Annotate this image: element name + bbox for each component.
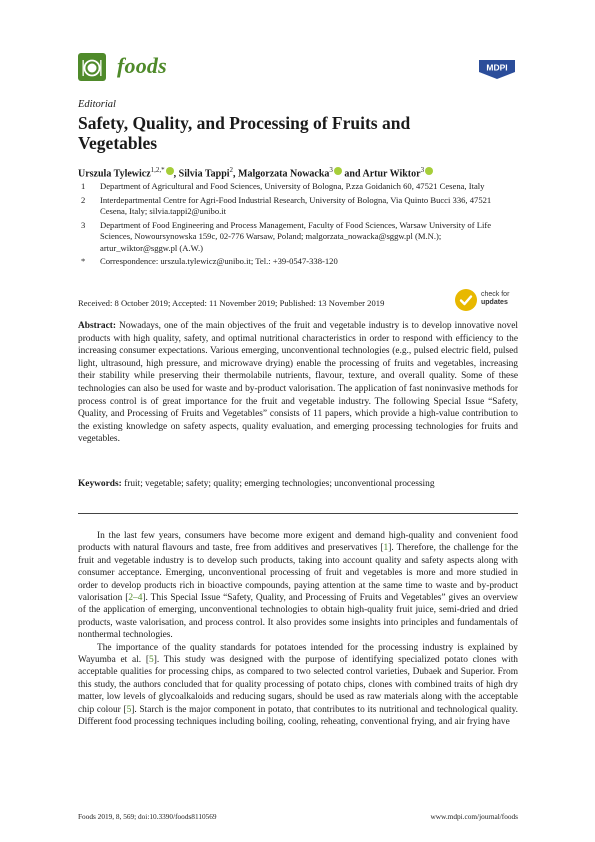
- author-name[interactable]: Urszula Tylewicz: [78, 168, 151, 180]
- check-updates-icon: [455, 289, 477, 311]
- affiliation-text: Interdepartmental Centre for Agri-Food Industrial Research, University of Bologna, Via Quinto Bucci 336, 47521 Cesena, Italy; silvia.tappi2@unibo.it: [100, 194, 492, 216]
- affiliation-item: [78, 220, 518, 255]
- keywords-text: fruit; vegetable; safety; quality; emerging technologies; unconventional processing: [124, 479, 435, 489]
- affiliation-mark: 3: [81, 219, 86, 230]
- author-joiner: and: [344, 168, 361, 180]
- journal-name: foods: [117, 53, 167, 78]
- check-updates-label-line1: check for: [481, 291, 510, 298]
- author-list: Urszula Tylewicz$^{1,2,*}$ , Silvia Tappi$^2$, Malgorzata Nowacka$^3$ and Artur Wiktor$^3$: [78, 166, 433, 179]
- paragraph-text: The importance of the quality standards for potatoes intended for the processing industry is explained by Wayumba et al. [: [78, 642, 518, 666]
- correspondence-text: Correspondence: urszula.tylewicz@unibo.it; Tel.: +39-0547-338-120: [100, 256, 338, 266]
- abstract: [78, 320, 518, 446]
- affiliation-item: [78, 181, 518, 193]
- publication-dates: Received: 8 October 2019; Accepted: 11 November 2019; Published: 13 November 2019: [78, 298, 385, 308]
- check-updates-label-line2: updates: [481, 299, 508, 306]
- check-for-updates-badge[interactable]: [455, 287, 517, 313]
- check-updates-label: [481, 291, 509, 307]
- correspondence-item: [78, 256, 518, 268]
- footer-citation: Foods 2019, 8, 569; doi:10.3390/foods8110569: [78, 812, 217, 821]
- author-affiliation-mark: 2: [229, 166, 234, 174]
- affiliation-mark: 2: [81, 194, 86, 205]
- orcid-icon[interactable]: [166, 167, 174, 175]
- author-name[interactable]: Silvia Tappi: [178, 168, 230, 180]
- paragraph-text: ]. Therefore, the challenge for the fruit and vegetable industry is to develop such products, taking into account quality and safety aspects along with consumer acceptance. Emerging, unconventional processing of fruit and vegetables is more and more studied in order to develop products rich in bioactive compounds, paying attention at the same time to waste and by-product valorisation [: [78, 543, 518, 604]
- citation-link[interactable]: 1: [383, 543, 389, 554]
- author-affiliation-mark: 3: [420, 166, 425, 174]
- author-affiliation-mark: 1,2,*: [150, 166, 165, 174]
- keywords: [78, 479, 518, 489]
- body-paragraph: [78, 530, 518, 642]
- footer-url[interactable]: www.mdpi.com/journal/foods: [430, 812, 518, 821]
- orcid-icon[interactable]: [334, 167, 342, 175]
- journal-logo-icon: [78, 53, 106, 81]
- affiliation-text: Department of Agricultural and Food Sciences, University of Bologna, P.zza Goidanich 60, 47521 Cesena, Italy: [100, 181, 485, 191]
- affiliation-list: [78, 181, 518, 270]
- section-divider: [78, 513, 518, 514]
- citation-link[interactable]: 5: [149, 655, 154, 666]
- citation-link[interactable]: 2–4: [128, 593, 143, 604]
- affiliation-mark: 1: [81, 181, 86, 191]
- publisher-logo-text: MDPI: [486, 62, 508, 73]
- paragraph-text: ]. This study was designed with the purpose of identifying specialized potato clones with acceptable qualities for processing chips, as compared to two selected control varieties, Dubaek and Superior. From this study, the authors concluded that for quality processing of potato chips, clones with combined traits of high dry matter, low levels of glycoalkaloids and reducing sugars, should be used as raw materials along with the acceptable chip colour [: [78, 655, 518, 715]
- affiliation-item: [78, 195, 518, 218]
- affiliation-mark: *: [81, 256, 86, 266]
- citation-link[interactable]: 5: [126, 704, 132, 715]
- article-title: Safety, Quality, and Processing of Fruits and Vegetables: [78, 113, 411, 153]
- abstract-label: Abstract:: [78, 321, 117, 331]
- body-paragraph: [78, 642, 518, 729]
- article-type: Editorial: [78, 99, 116, 110]
- mdpi-logo-icon: [476, 58, 518, 80]
- page-footer: [78, 812, 518, 821]
- body-text: [78, 530, 518, 729]
- orcid-icon[interactable]: [425, 167, 433, 175]
- author-affiliation-mark: 3: [329, 166, 333, 174]
- paragraph-text: ]. This Special Issue “Safety, Quality, and Processing of Fruits and Vegetables” gives an overview of the application of emerging, unconventional technologies to obtain high-quality fruit juice, semi-dried and dried products, waste valorisation, and process control. It also provides some insights into principles and fundamentals of nonthermal technologies.: [78, 593, 518, 641]
- affiliation-text: Department of Food Engineering and Process Management, Faculty of Food Sciences, Warsaw University of Life Sciences, Nowoursynowska 159c, 02-776 Warsaw, Poland; malgorzata_nowacka@sggw.pl (M.N.); artur_wiktor@sggw.pl (A.W.): [100, 219, 492, 253]
- author-name[interactable]: Malgorzata Nowacka: [238, 168, 330, 180]
- author-name[interactable]: Artur Wiktor: [362, 168, 421, 180]
- paragraph-text: ]. Starch is the major component in potato, that contributes to its nutritional and technological quality. Different food processing techniques including boiling, cooling, reheating, conventional frying, and air frying have: [78, 704, 518, 728]
- abstract-text: Nowadays, one of the main objectives of the fruit and vegetable industry is to develop innovative novel products with high quality, safety, and optimal nutritional characteristics in order to respond with efficiency to the increasing consumer expectations. Various emerging, unconventional technologies (e.g., pulsed electric field, pulsed light, ultrasound, high pressure, and microwave drying) enable the processing of fruits and vegetables, increasing their stability while preserving their thermolabile nutrients, flavour, texture, and overall quality. Some of these technologies can also be used for waste and by-product valorisation. The application of fast noninvasive methods for process control is of great importance for the fruit and vegetable industry. The following Special Issue “Safety, Quality, and Processing of Fruits and Vegetables” consists of 11 papers, which provide a high-value contribution to the existing knowledge on safety aspects, quality evaluation, and emerging processing technologies for fruits and vegetables.: [78, 321, 519, 445]
- paragraph-text: In the last few years, consumers have become more exigent and demand high-quality and convenient food products with natural flavours and taste, free from additives and preservatives [: [78, 531, 518, 554]
- keywords-label: Keywords:: [78, 479, 122, 489]
